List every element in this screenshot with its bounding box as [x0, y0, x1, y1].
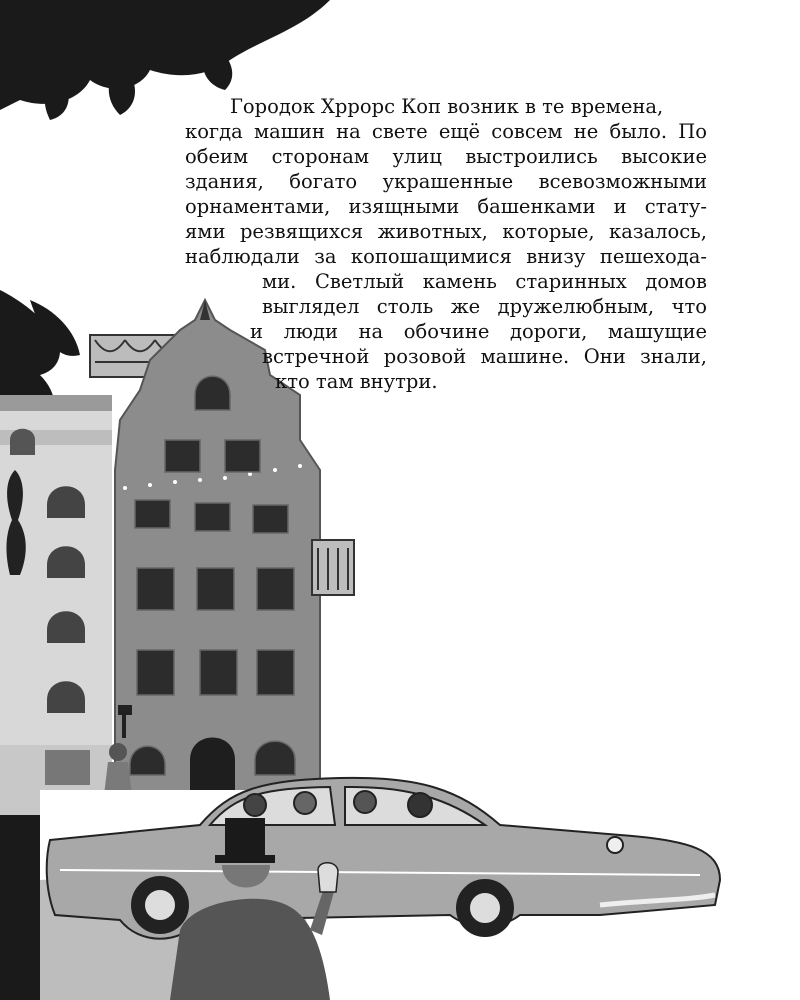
- story-text: [0, 0, 800, 400]
- text-line-2: когда машин на свете ещё совсем не было. По: [185, 120, 707, 143]
- text-line-3: обеим сторонам улиц выстроились высокие: [185, 145, 707, 168]
- side-balcony: [312, 540, 354, 595]
- text-line-11: встречной розовой машине. Они знали,: [262, 345, 707, 368]
- text-line-12: кто там внутри.: [275, 370, 438, 393]
- text-line-5: орнаментами, изящными башенками и стату-: [185, 195, 707, 218]
- text-line-8: ми. Светлый камень старинных домов: [262, 270, 707, 293]
- text-line-7: наблюдали за копошащимися внизу пешехода-: [185, 245, 707, 268]
- text-line-4: здания, богато украшенные всевозможными: [185, 170, 707, 193]
- left-building: [0, 395, 112, 815]
- text-line-9: выглядел столь же дружелюбным, что: [262, 295, 707, 318]
- text-line-6: ями резвящихся животных, которые, казалось,: [185, 220, 707, 243]
- text-line-1: Городок Хррорс Коп возник в те времена,: [230, 95, 664, 118]
- text-line-10: и люди на обочине дороги, машущие: [250, 320, 707, 343]
